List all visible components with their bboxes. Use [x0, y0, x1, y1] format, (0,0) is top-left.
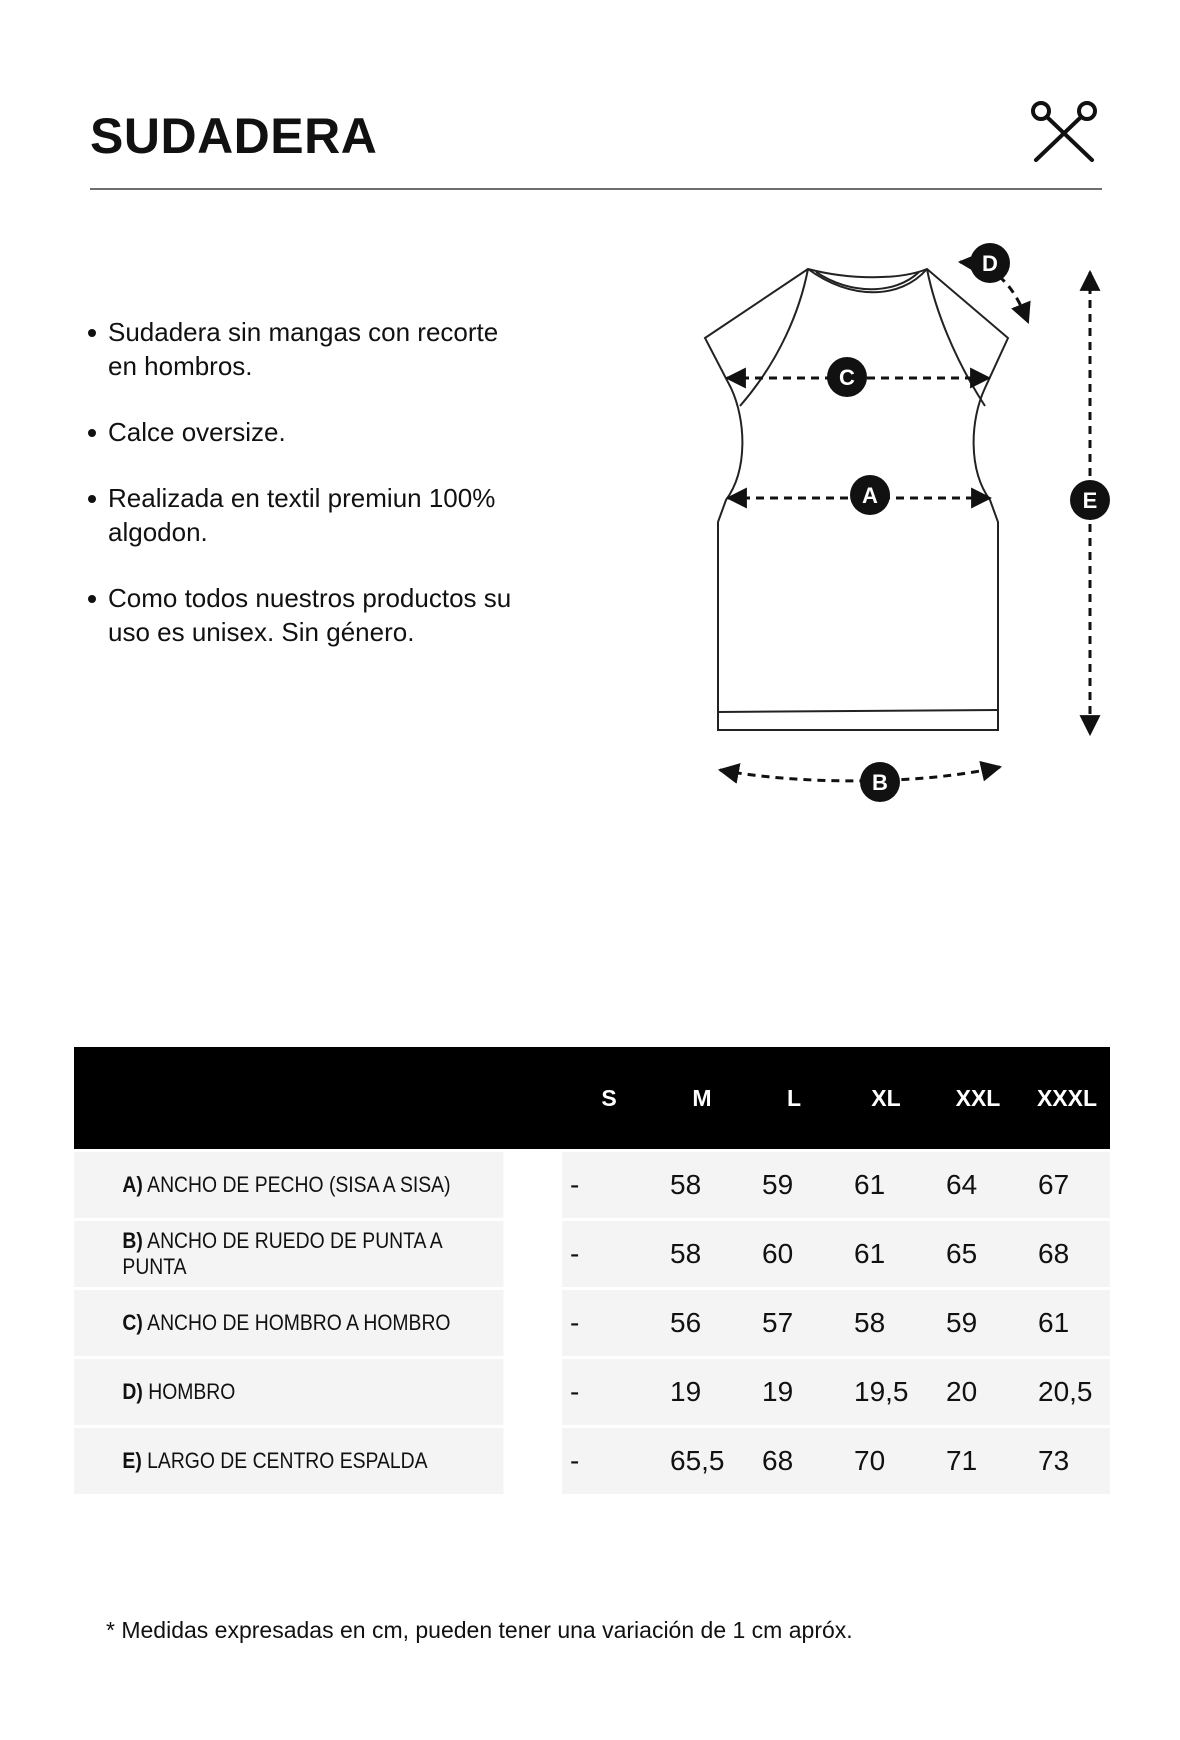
header-divider: [90, 188, 1102, 190]
table-header-row: [74, 1047, 1110, 1151]
value-cell: 20,5: [1024, 1358, 1110, 1427]
value-cell: 60: [748, 1220, 840, 1289]
table-row: [74, 1220, 1110, 1289]
value-cell: 58: [656, 1220, 748, 1289]
value-cell: 67: [1024, 1151, 1110, 1220]
table-row: [74, 1289, 1110, 1358]
row-label: C) ANCHO DE HOMBRO A HOMBRO: [74, 1289, 503, 1358]
value-cell: 58: [840, 1289, 932, 1358]
value-cell: 19: [656, 1358, 748, 1427]
value-cell: 73: [1024, 1427, 1110, 1495]
svg-text:C: C: [839, 365, 855, 390]
page-title: SUDADERA: [90, 108, 378, 164]
svg-text:A: A: [862, 483, 878, 508]
value-cell: 61: [1024, 1289, 1110, 1358]
value-cell: -: [562, 1220, 656, 1289]
value-cell: 19: [748, 1358, 840, 1427]
header-label-cell: [74, 1047, 562, 1151]
value-cell: 59: [932, 1289, 1024, 1358]
size-header-xl: XL: [840, 1047, 932, 1151]
svg-text:B: B: [872, 770, 888, 795]
feature-item: Realizada en textil premiun 100% algodon.: [86, 481, 526, 549]
value-cell: 68: [1024, 1220, 1110, 1289]
table-row: [74, 1358, 1110, 1427]
value-cell: 56: [656, 1289, 748, 1358]
measurement-marker-b: [860, 762, 900, 802]
row-label: E) LARGO DE CENTRO ESPALDA: [74, 1427, 503, 1495]
measurement-marker-e: [1070, 480, 1110, 520]
value-cell: 57: [748, 1289, 840, 1358]
svg-text:E: E: [1082, 488, 1098, 513]
size-table: [74, 1047, 1110, 1494]
footnote: * Medidas expresadas en cm, pueden tener una variación de 1 cm apróx.: [106, 1617, 853, 1643]
feature-item: Sudadera sin mangas con recorte en hombros.: [86, 315, 526, 383]
measurement-lines: [720, 262, 1090, 781]
value-cell: 58: [656, 1151, 748, 1220]
scissors-icon: [1028, 98, 1100, 164]
feature-item: Como todos nuestros productos su uso es unisex. Sin género.: [86, 581, 526, 649]
measurement-marker-d: [970, 243, 1010, 283]
value-cell: 68: [748, 1427, 840, 1495]
value-cell: 19,5: [840, 1358, 932, 1427]
feature-list: [86, 315, 526, 681]
row-label: B) ANCHO DE RUEDO DE PUNTA A PUNTA: [74, 1220, 503, 1289]
value-cell: 65: [932, 1220, 1024, 1289]
size-header-s: S: [562, 1047, 656, 1151]
value-cell: 59: [748, 1151, 840, 1220]
garment-diagram: [690, 235, 1130, 815]
value-cell: 70: [840, 1427, 932, 1495]
table-row: [74, 1427, 1110, 1495]
table-row: [74, 1151, 1110, 1220]
value-cell: -: [562, 1289, 656, 1358]
value-cell: -: [562, 1358, 656, 1427]
measurement-marker-c: [827, 357, 867, 397]
value-cell: -: [562, 1427, 656, 1495]
value-cell: 71: [932, 1427, 1024, 1495]
row-label: A) ANCHO DE PECHO (SISA A SISA): [74, 1151, 503, 1220]
value-cell: -: [562, 1151, 656, 1220]
svg-text:D: D: [982, 251, 998, 276]
value-cell: 65,5: [656, 1427, 748, 1495]
value-cell: 64: [932, 1151, 1024, 1220]
size-header-xxl: XXL: [932, 1047, 1024, 1151]
row-label: D) HOMBRO: [74, 1358, 503, 1427]
feature-item: Calce oversize.: [86, 415, 526, 449]
size-header-m: M: [656, 1047, 748, 1151]
value-cell: 61: [840, 1220, 932, 1289]
value-cell: 20: [932, 1358, 1024, 1427]
size-header-xxxl: XXXL: [1024, 1047, 1110, 1151]
measurement-marker-a: [850, 475, 890, 515]
value-cell: 61: [840, 1151, 932, 1220]
size-header-l: L: [748, 1047, 840, 1151]
